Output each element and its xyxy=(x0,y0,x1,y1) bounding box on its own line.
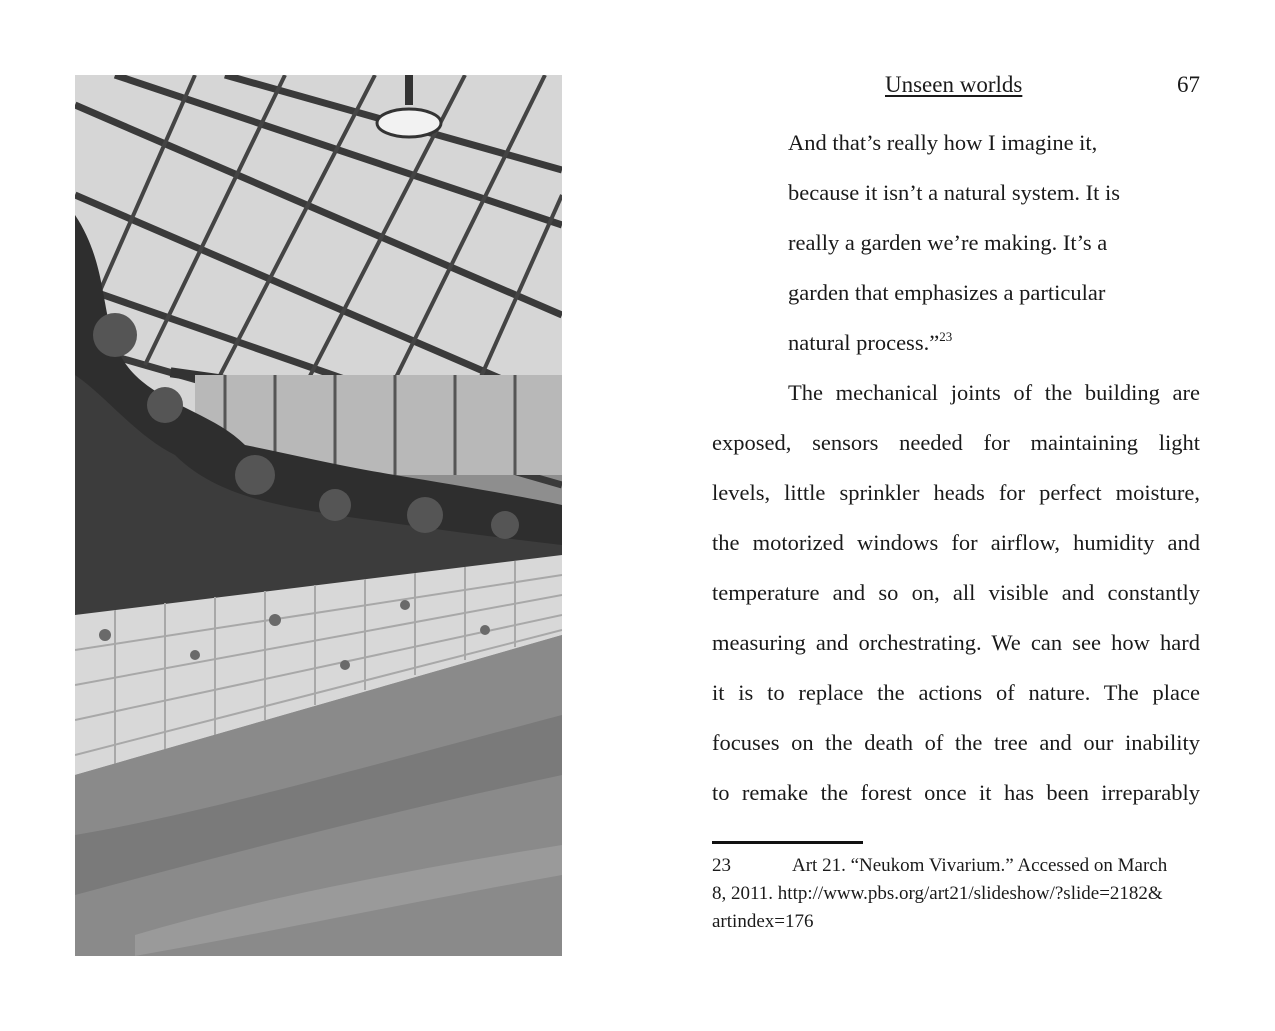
paragraph-line: the motorized windows for airflow, humidity and xyxy=(712,530,1200,555)
paragraph-line: it is to replace the actions of nature. The place xyxy=(712,680,1200,705)
quote-line: garden that emphasizes a particular xyxy=(788,280,1106,305)
page-header xyxy=(712,72,1200,102)
greenhouse-photo xyxy=(75,75,562,956)
quote-line: natural process.” xyxy=(788,330,940,355)
greenhouse-illustration xyxy=(75,75,562,956)
footnote-text-line: Art 21. “Neukom Vivarium.” Accessed on March xyxy=(792,855,1168,876)
footnote-reference[interactable]: 23 xyxy=(939,329,953,344)
quote-line: And that’s really how I imagine it, xyxy=(788,130,1098,155)
footnote-url-line[interactable]: 8, 2011. http://www.pbs.org/art21/slideshow/?slide=2182& xyxy=(712,883,1163,904)
paragraph-line: to remake the forest once it has been irreparably xyxy=(712,780,1200,805)
paragraph-line: levels, little sprinkler heads for perfect moisture, xyxy=(712,480,1200,505)
footnote-number: 23 xyxy=(712,855,731,876)
quote-line: really a garden we’re making. It’s a xyxy=(788,230,1108,255)
running-title: Unseen worlds xyxy=(885,72,1023,97)
footnote xyxy=(712,852,1200,936)
quote-line: because it isn’t a natural system. It is xyxy=(788,180,1121,205)
body-paragraph xyxy=(712,368,1200,818)
paragraph-line: exposed, sensors needed for maintaining light xyxy=(712,430,1200,455)
page-number: 67 xyxy=(1177,72,1200,97)
paragraph-line: temperature and so on, all visible and constantly xyxy=(712,580,1200,605)
paragraph-line: measuring and orchestrating. We can see how hard xyxy=(712,630,1200,655)
footnote-divider xyxy=(712,841,863,844)
footnote-url-line[interactable]: artindex=176 xyxy=(712,911,814,932)
block-quote xyxy=(788,118,1125,368)
paragraph-line: focuses on the death of the tree and our inability xyxy=(712,730,1200,755)
paragraph-line: The mechanical joints of the building are xyxy=(788,380,1200,405)
